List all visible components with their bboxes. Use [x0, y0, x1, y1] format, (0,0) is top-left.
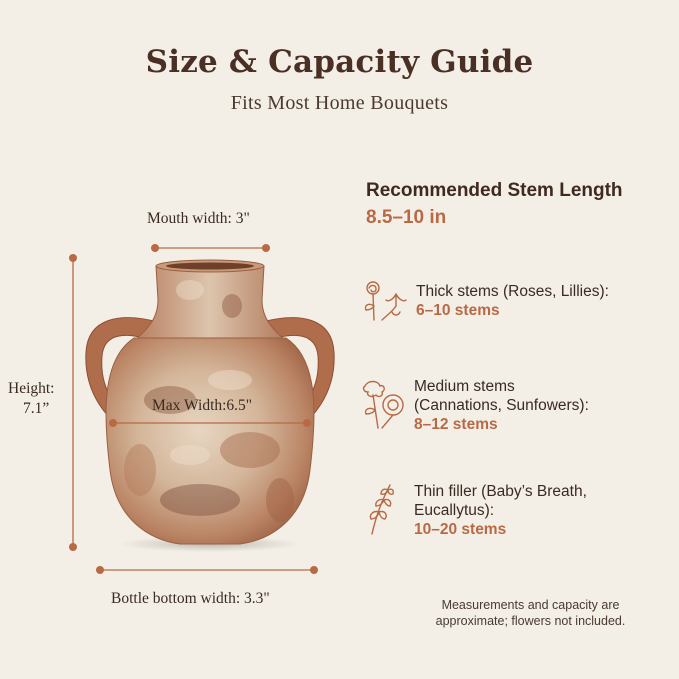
page-subtitle: Fits Most Home Bouquets	[230, 92, 449, 114]
mouth-width-label: Mouth width: 3"	[147, 210, 250, 227]
fern-leaf-icon	[370, 485, 393, 534]
stem-entry-thick	[416, 282, 609, 320]
height-label: Height:	[8, 380, 55, 397]
stem-entry-label: Thick stems (Roses, Lillies):	[416, 283, 609, 300]
recommended-stem-value: 8.5–10 in	[366, 207, 447, 228]
stem-entry-medium	[414, 377, 589, 434]
footnote-line: approximate; flowers not included.	[435, 614, 626, 628]
sunflower-carnation-icon	[364, 382, 403, 429]
height-value: 7.1”	[23, 400, 50, 417]
stem-entry-count: 6–10 stems	[416, 302, 500, 319]
stem-entry-label: Thin filler (Baby’s Breath,	[414, 483, 587, 500]
stem-entry-thin	[414, 482, 587, 539]
vase-neck	[130, 263, 290, 344]
stem-entry-label-cont: (Cannations, Sunfowers):	[414, 397, 589, 414]
bottom-width-label: Bottle bottom width: 3.3"	[111, 590, 270, 607]
recommended-stem-heading: Recommended Stem Length	[366, 180, 623, 201]
rose-lily-icon	[365, 282, 406, 320]
footnote-line: Measurements and capacity are	[441, 598, 620, 612]
page-title: Size & Capacity Guide	[145, 44, 534, 80]
stem-entry-label: Medium stems	[414, 378, 515, 395]
footnote	[408, 597, 653, 629]
stem-entry-count: 10–20 stems	[414, 521, 507, 538]
stem-entry-label-cont: Eucallytus):	[414, 502, 495, 519]
max-width-label: Max Width:6.5"	[152, 397, 253, 414]
stem-entry-count: 8–12 stems	[414, 416, 498, 433]
vase-mouth-opening	[166, 263, 254, 270]
